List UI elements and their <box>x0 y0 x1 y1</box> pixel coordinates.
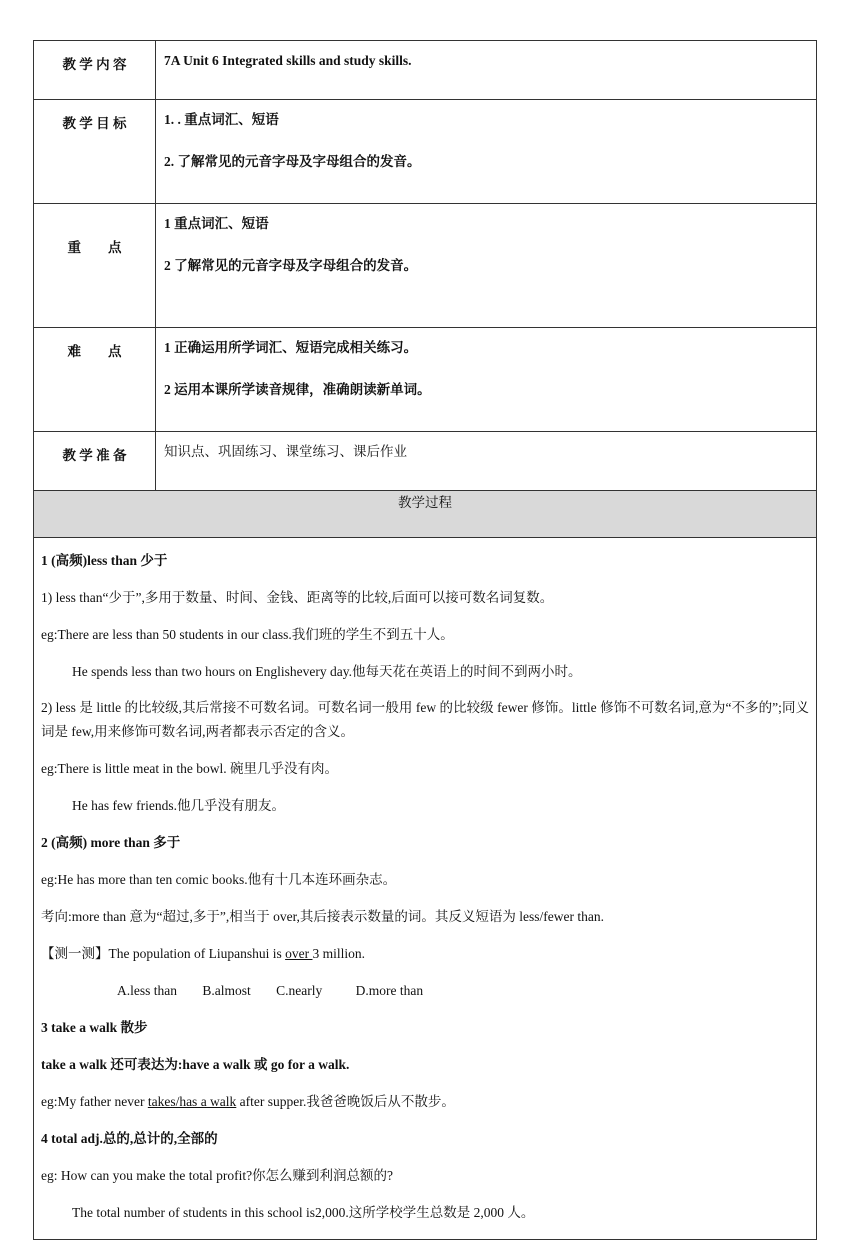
objective-line-1: 1. . 重点词汇、短语 <box>164 112 279 127</box>
test-suffix: 3 million. <box>312 946 365 961</box>
test-underlined-word: over <box>285 946 313 961</box>
test-prefix: 【测一测】The population of Liupanshui is <box>41 946 286 961</box>
section-2-options <box>41 972 809 1009</box>
section-1-example-4: He has few friends.他几乎没有朋友。 <box>72 798 285 813</box>
row-label-difficulties: 难 点 <box>34 328 156 432</box>
section-4-example-2: The total number of students in this school is2,000.这所学校学生总数是 2,000 人。 <box>72 1205 535 1220</box>
example-suffix: after supper.我爸爸晚饭后从不散步。 <box>236 1094 455 1109</box>
key-point-line-2: 2 了解常见的元音字母及字母组合的发音。 <box>164 258 418 273</box>
section-2-note: 考向:more than 意为“超过,多于”,相当于 over,其后接表示数量的词。其反义短语为 less/fewer than. <box>41 909 605 924</box>
key-point-line-1: 1 重点词汇、短语 <box>164 216 269 231</box>
section-2-test <box>41 935 809 972</box>
row-label-objectives: 教 学 目 标 <box>34 100 156 204</box>
example-prefix: eg:My father never <box>41 1094 148 1109</box>
section-1-point-1: 1) less than“少于”,多用于数量、时间、金钱、距离等的比较,后面可以接可数名词复数。 <box>41 590 554 605</box>
row-value-difficulties <box>156 328 817 432</box>
section-1-example-3: eg:There is little meat in the bowl. 碗里几乎没有肉。 <box>41 761 338 776</box>
section-1-title: 1 (高频)less than 少于 <box>41 553 168 568</box>
row-value-content <box>156 41 817 100</box>
option-d: D.more than <box>355 983 424 998</box>
section-4-title: 4 total adj.总的,总计的,全部的 <box>41 1131 218 1146</box>
example-underlined: takes/has a walk <box>147 1094 237 1109</box>
objective-line-2: 2. 了解常见的元音字母及字母组合的发音。 <box>164 154 421 169</box>
row-process-header <box>34 491 817 538</box>
section-3-example <box>41 1083 809 1120</box>
row-preparation <box>34 432 817 491</box>
row-label-content: 教 学 内 容 <box>34 41 156 100</box>
row-objectives <box>34 100 817 204</box>
option-a: A.less than <box>117 983 177 998</box>
section-3-title: 3 take a walk 散步 <box>41 1020 148 1035</box>
row-label-key-points: 重 点 <box>34 204 156 328</box>
preparation-line: 知识点、巩固练习、课堂练习、课后作业 <box>164 444 407 459</box>
lesson-plan-table <box>33 40 817 1240</box>
process-body <box>34 538 817 1240</box>
row-difficulties <box>34 328 817 432</box>
content-line: 7A Unit 6 Integrated skills and study skills. <box>164 53 412 68</box>
row-value-preparation <box>156 432 817 491</box>
row-value-objectives <box>156 100 817 204</box>
row-content <box>34 41 817 100</box>
process-title: 教学过程 <box>34 491 817 538</box>
section-3-point: take a walk 还可表达为:have a walk 或 go for a walk. <box>41 1057 350 1072</box>
difficulty-line-1: 1 正确运用所学词汇、短语完成相关练习。 <box>164 340 418 355</box>
option-b: B.almost <box>202 983 251 998</box>
row-value-key-points <box>156 204 817 328</box>
section-2-example-1: eg:He has more than ten comic books.他有十几本连环画杂志。 <box>41 872 397 887</box>
row-key-points <box>34 204 817 328</box>
section-2-title: 2 (高频) more than 多于 <box>41 835 181 850</box>
section-1-example-1: eg:There are less than 50 students in our class.我们班的学生不到五十人。 <box>41 627 454 642</box>
difficulty-line-2: 2 运用本课所学读音规律，准确朗读新单词。 <box>164 382 431 397</box>
option-c: C.nearly <box>276 983 323 998</box>
section-4-example-1: eg: How can you make the total profit?你怎么赚到利润总额的? <box>41 1168 394 1183</box>
row-process-body <box>34 538 817 1240</box>
lesson-plan-document <box>33 40 817 1240</box>
section-1-point-2: 2) less 是 little 的比较级,其后常接不可数名词。可数名词一般用 few 的比较级 fewer 修饰。little 修饰不可数名词,意为“不多的”;同义词是 few,用来修饰可数名词,两者都表示否定的含义。 <box>41 700 809 739</box>
section-1-example-2: He spends less than two hours on Englishevery day.他每天花在英语上的时间不到两小时。 <box>72 664 582 679</box>
row-label-preparation: 教 学 准 备 <box>34 432 156 491</box>
